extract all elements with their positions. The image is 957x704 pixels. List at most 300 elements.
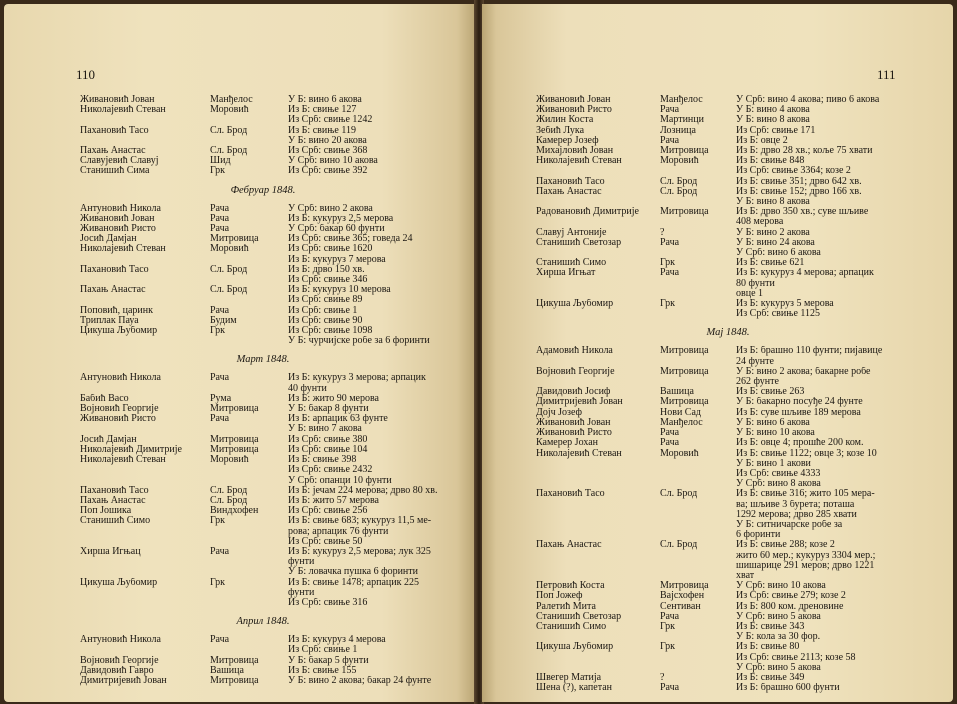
ledger-row: [80, 486, 446, 496]
place-name: Рача: [210, 546, 230, 557]
goods-entry: Из Б: свиње 152; дрво 166 хв.: [736, 186, 862, 197]
place-name: [660, 166, 736, 176]
ledger-row: [536, 479, 920, 489]
place-name: Шид: [210, 156, 231, 167]
ledger-row: [536, 663, 920, 673]
merchant-name: Живановић Ристо: [80, 414, 156, 425]
ledger-row: [536, 228, 920, 238]
merchant-name: Станишић Симо: [80, 516, 151, 527]
place-name: Рума: [210, 393, 232, 404]
ledger-row: [536, 489, 920, 499]
goods-entry: Из Б: кукуруз 4 мерова: [288, 635, 386, 646]
ledger-row: [536, 653, 920, 663]
place-name: [210, 476, 288, 486]
merchant-name: [536, 166, 660, 176]
goods-entry: Из Б: кукуруз 10 мерова: [288, 285, 391, 296]
place-name: Манђелос: [660, 95, 703, 105]
merchant-name: Живановић Јован: [536, 95, 611, 105]
ledger-row: [536, 299, 920, 309]
place-name: [660, 248, 736, 258]
ledger-row: [80, 676, 446, 686]
merchant-name: Јосић Дамјан: [80, 434, 137, 445]
merchant-name: Славујевић Славуј: [80, 156, 159, 167]
place-name: Сл. Брод: [660, 489, 698, 500]
merchant-name: Живановић Јован: [80, 95, 155, 105]
goods-entry: Из Б: свиње 848: [736, 156, 805, 167]
ledger-row: [536, 612, 920, 622]
place-name: [210, 527, 288, 537]
ledger-row: [80, 476, 446, 486]
merchant-name: [80, 115, 210, 125]
goods-entry: Из Срб: свиње 365; говеда 24: [288, 234, 413, 245]
goods-entry: Из Срб: свиње 316: [288, 597, 368, 608]
merchant-name: Николајевић Димитрије: [80, 444, 182, 455]
place-name: Сентиван: [660, 601, 701, 612]
merchant-name: [536, 279, 660, 289]
goods-entry: У Б: вино 2 акова; бакарне робе: [736, 366, 871, 377]
ledger-row: [536, 571, 920, 581]
ledger-row: [80, 465, 446, 475]
goods-entry: Из Срб: свиње 256: [288, 506, 368, 517]
merchant-name: [536, 377, 660, 387]
goods-entry: У Б: вино 4 акова: [736, 105, 810, 116]
place-name: [210, 136, 288, 146]
goods-entry: Из Срб: свиње 2113; козе 58: [736, 652, 856, 663]
goods-entry: У Б: вино 10 акова: [736, 428, 815, 439]
ledger-row: [80, 557, 446, 567]
merchant-name: [80, 336, 210, 346]
merchant-name: Хирша Игњац: [80, 546, 141, 557]
place-name: [660, 289, 736, 299]
ledger-row: [80, 214, 446, 224]
goods-entry: Из Срб: свиње 346: [288, 275, 368, 286]
goods-entry: Из Срб: свиње 368: [288, 146, 368, 157]
place-name: Вашица: [210, 665, 244, 676]
place-name: Рача: [210, 213, 230, 224]
goods-entry: У Б: бакар 5 фунти: [288, 655, 369, 666]
place-name: Рача: [210, 305, 230, 316]
place-name: Моровић: [660, 448, 699, 459]
ledger-row: [536, 520, 920, 530]
ledger-row: [80, 455, 446, 465]
goods-entry: У Срб: вино 10 акова: [736, 581, 826, 592]
place-name: Рача: [660, 438, 680, 449]
ledger-row: [536, 632, 920, 642]
ledger-row: [80, 567, 446, 577]
ledger-row: [536, 469, 920, 479]
place-name: Рача: [210, 224, 230, 235]
ledger-row: [536, 581, 920, 591]
goods-entry: Из Б: свиње 119: [288, 125, 357, 136]
ledger-row: [80, 265, 446, 275]
merchant-name: Пахановић Тасо: [536, 489, 605, 500]
place-name: Моровић: [210, 244, 249, 255]
goods-entry: Из Б: кукуруз 5 мерова: [736, 299, 834, 310]
merchant-name: [80, 465, 210, 475]
place-name: [660, 520, 736, 530]
merchant-name: [536, 571, 660, 581]
ledger-row: [80, 496, 446, 506]
merchant-name: Пахањ Анастас: [80, 495, 146, 506]
place-name: [660, 377, 736, 387]
place-name: Будим: [210, 315, 237, 326]
place-name: [660, 500, 736, 510]
place-name: Митровица: [660, 146, 709, 157]
spacer: [80, 177, 446, 185]
ledger-row: [536, 438, 920, 448]
ledger-row: [536, 279, 920, 289]
merchant-name: Триплак Пауа: [80, 315, 139, 326]
place-name: [210, 598, 288, 608]
place-name: Грк: [210, 577, 226, 588]
merchant-name: [536, 653, 660, 663]
place-name: Рача: [660, 105, 680, 116]
place-name: Рача: [660, 683, 680, 694]
spacer: [80, 365, 446, 373]
merchant-name: [80, 557, 210, 567]
place-name: [210, 384, 288, 394]
merchant-name: Радовановић Димитрије: [536, 207, 639, 218]
page-number: 111: [877, 67, 896, 82]
spacer: [80, 627, 446, 635]
ledger-row: [536, 177, 920, 187]
goods-entry: Из Б: арпацик 63 фунте: [288, 414, 388, 425]
place-name: [660, 653, 736, 663]
merchant-name: [536, 357, 660, 367]
merchant-name: Живановић Јован: [536, 417, 611, 428]
merchant-name: [80, 537, 210, 547]
ledger-row: [80, 578, 446, 588]
place-name: Сл. Брод: [660, 176, 698, 187]
right-page: [482, 4, 953, 702]
place-name: [660, 530, 736, 540]
place-name: Сл. Брод: [210, 285, 248, 296]
goods-entry: Из Б: свиње 263: [736, 387, 805, 398]
goods-entry: У Б: вино 7 акова: [288, 424, 362, 435]
ledger-row: [80, 306, 446, 316]
merchant-name: [80, 295, 210, 305]
merchant-name: Станишић Светозар: [536, 237, 622, 248]
goods-entry: Из Б: брашно 600 фунти: [736, 683, 840, 694]
merchant-name: Цикуша Љубомир: [80, 326, 158, 337]
ledger-row: [80, 445, 446, 455]
place-name: Вашица: [660, 387, 694, 398]
goods-entry: У Б: вино 6 акова: [736, 417, 810, 428]
place-name: Мартинци: [660, 115, 704, 126]
place-name: Митровица: [660, 581, 709, 592]
merchant-name: Николајевић Стеван: [80, 244, 166, 255]
ledger-row: [536, 540, 920, 550]
place-name: [660, 197, 736, 207]
goods-entry: У Б: вино 8 акова: [736, 197, 810, 208]
place-name: Грк: [660, 258, 676, 269]
place-name: Грк: [660, 299, 676, 310]
ledger-row: [80, 645, 446, 655]
merchant-name: Бабић Васо: [80, 393, 129, 404]
goods-entry: хват: [736, 570, 755, 581]
goods-entry: Из Срб: свиње 1125: [736, 309, 821, 320]
merchant-name: Давидовић Јосиф: [536, 387, 611, 398]
place-name: ?: [660, 227, 665, 238]
place-name: [210, 424, 288, 434]
merchant-name: [80, 567, 210, 577]
merchant-name: Живановић Ристо: [536, 105, 612, 116]
ledger-row: [80, 316, 446, 326]
merchant-name: Пахањ Анастас: [80, 146, 146, 157]
ledger-row: [80, 105, 446, 115]
merchant-name: [80, 255, 210, 265]
merchant-name: Цикуша Љубомир: [536, 299, 614, 310]
place-name: [210, 465, 288, 475]
ledger-row: [536, 673, 920, 683]
place-name: Сл. Брод: [660, 186, 698, 197]
place-name: Митровица: [210, 444, 259, 455]
place-name: Рача: [660, 268, 680, 279]
ledger-row: [80, 136, 446, 146]
goods-entry: Из Б: свиње 155: [288, 665, 357, 676]
merchant-name: [80, 424, 210, 434]
place-name: [660, 469, 736, 479]
ledger-row: [80, 204, 446, 214]
goods-entry: Из Б: свиње 621: [736, 258, 805, 269]
ledger-row: [536, 622, 920, 632]
goods-entry: Из Б: свиње 351; дрво 642 хв.: [736, 176, 862, 187]
ledger-row: [536, 500, 920, 510]
goods-entry: фунти: [288, 587, 315, 598]
place-name: [210, 537, 288, 547]
place-name: [210, 336, 288, 346]
ledger-row: [536, 146, 920, 156]
place-name: Митровица: [210, 655, 259, 666]
ledger-row: [536, 289, 920, 299]
merchant-name: Николајевић Стеван: [536, 156, 622, 167]
place-name: [660, 309, 736, 319]
merchant-name: Михајловић Јован: [536, 146, 614, 157]
merchant-name: Пахањ Анастас: [80, 285, 146, 296]
ledger-row: [80, 394, 446, 404]
goods-entry: Из Срб: свиње 1098: [288, 326, 373, 337]
place-name: Грк: [210, 326, 226, 337]
merchant-name: Швегер Матија: [536, 672, 602, 683]
ledger-row: [80, 224, 446, 234]
merchant-name: Давидовић Гавро: [80, 665, 154, 676]
ledger-row: [536, 591, 920, 601]
ledger-row: [80, 516, 446, 526]
merchant-name: Поповић, царинк: [80, 305, 153, 316]
merchant-name: Војновић Георгије: [536, 366, 615, 377]
goods-entry: Из Б: жито 57 мерова: [288, 495, 379, 506]
merchant-name: [536, 551, 660, 561]
goods-entry: Из Б: свиње 398: [288, 455, 357, 466]
goods-entry: Из Б: суве шљиве 189 мерова: [736, 407, 861, 418]
goods-entry: Из Б: свиње 316; жито 105 мера-: [736, 489, 875, 500]
goods-entry: Из Срб: свиње 89: [288, 295, 363, 306]
place-name: Рача: [660, 428, 680, 439]
goods-entry: Из Б: дрво 150 хв.: [288, 264, 365, 275]
ledger-row: [536, 397, 920, 407]
goods-entry: У Срб: бакар 60 фунти: [288, 224, 385, 235]
goods-entry: Из Б: кукуруз 7 мерова: [288, 254, 386, 265]
goods-entry: рова; арпацик 76 фунти: [288, 526, 389, 537]
place-name: [210, 645, 288, 655]
ledger-row: [536, 428, 920, 438]
goods-entry: 80 фунти: [736, 278, 775, 289]
place-name: Грк: [210, 166, 226, 177]
merchant-name: [80, 476, 210, 486]
place-name: [660, 217, 736, 227]
place-name: Лозница: [660, 125, 696, 136]
goods-entry: У Б: вино 6 акова: [288, 95, 362, 105]
merchant-name: Николајевић Стеван: [536, 448, 622, 459]
goods-entry: У Б: вино 2 акова: [736, 227, 810, 238]
place-name: [210, 588, 288, 598]
ledger-table: [80, 95, 446, 686]
place-name: Митровица: [210, 234, 259, 245]
ledger-row: [536, 346, 920, 356]
goods-entry: Из Срб: свиње 1242: [288, 115, 373, 126]
place-name: Сл. Брод: [210, 264, 248, 275]
merchant-name: Станишић Симо: [536, 258, 607, 269]
goods-entry: У Срб: вино 4 акова; пиво 6 акова: [736, 95, 880, 105]
place-name: Митровица: [660, 207, 709, 218]
ledger-row: [536, 268, 920, 278]
merchant-name: Војновић Георгије: [80, 655, 159, 666]
goods-entry: Из Б: овце 2: [736, 135, 788, 146]
place-name: [660, 510, 736, 520]
goods-entry: 1292 мерова; дрво 285 хвати: [736, 509, 857, 520]
place-name: Манђелос: [210, 95, 253, 105]
place-name: [210, 275, 288, 285]
goods-entry: У Б: вино 24 акова: [736, 237, 815, 248]
ledger-row: [536, 642, 920, 652]
goods-entry: У Б: кола за 30 фор.: [736, 632, 821, 643]
merchant-name: [536, 479, 660, 489]
place-name: [210, 295, 288, 305]
merchant-name: Антуновић Никола: [80, 203, 161, 214]
goods-entry: У Б: вино 2 акова; бакар 24 фунте: [288, 675, 432, 686]
goods-entry: Из Срб: свиње 380: [288, 434, 368, 445]
goods-entry: У Б: вино 20 акова: [288, 135, 367, 146]
ledger-row: [536, 95, 920, 105]
goods-entry: 40 фунти: [288, 383, 327, 394]
ledger-row: [80, 666, 446, 676]
place-name: Рача: [210, 203, 230, 214]
ledger-row: [80, 115, 446, 125]
place-name: [660, 663, 736, 673]
goods-entry: У Б: ловачка пушка 6 форинти: [288, 567, 418, 578]
month-heading: Мај 1848.: [706, 327, 750, 339]
ledger-row: [536, 309, 920, 319]
place-name: [210, 255, 288, 265]
merchant-name: Димитријевић Јован: [80, 675, 167, 686]
merchant-name: [536, 663, 660, 673]
merchant-name: Пахановић Тасо: [536, 176, 605, 187]
goods-entry: У Б: бакар 8 фунти: [288, 404, 369, 415]
merchant-name: Станишић Сима: [80, 166, 150, 177]
place-name: Митровица: [660, 346, 709, 357]
merchant-name: [536, 197, 660, 207]
ledger-row: [536, 459, 920, 469]
merchant-name: Хирша Игњат: [536, 268, 596, 279]
ledger-row: [80, 156, 446, 166]
goods-entry: Из Б: дрво 350 хв.; суве шљиве: [736, 207, 869, 218]
goods-entry: Из Срб: свиње 2432: [288, 465, 373, 476]
ledger-row: [536, 126, 920, 136]
merchant-name: [536, 217, 660, 227]
merchant-name: Поп Јожеф: [536, 591, 583, 602]
ledger-row: [536, 449, 920, 459]
ledger-row: [80, 547, 446, 557]
spacer: [536, 319, 920, 327]
place-name: Грк: [660, 621, 676, 632]
place-name: Рача: [660, 237, 680, 248]
spacer: [80, 346, 446, 354]
spacer: [536, 338, 920, 346]
place-name: Вајсхофен: [660, 591, 705, 602]
goods-entry: 6 форинти: [736, 530, 781, 541]
goods-entry: У Б: чурчијске робе за 6 форинти: [288, 336, 430, 347]
place-name: Сл. Брод: [660, 540, 698, 551]
place-name: Рача: [210, 635, 230, 646]
ledger-row: [536, 238, 920, 248]
ledger-row: [536, 156, 920, 166]
goods-entry: У Срб: вино 5 акова: [736, 611, 821, 622]
goods-entry: У Б: вино 8 акова: [736, 115, 810, 126]
goods-entry: овце 1: [736, 288, 764, 299]
ledger-row: [80, 506, 446, 516]
ledger-row: [536, 683, 920, 693]
merchant-name: Јосић Дамјан: [80, 234, 137, 245]
ledger-row: [80, 336, 446, 346]
merchant-name: Димитријевић Јован: [536, 397, 623, 408]
ledger-row: [80, 166, 446, 176]
merchant-name: [536, 632, 660, 642]
merchant-name: Николајевић Стеван: [80, 455, 166, 466]
place-name: Сл. Брод: [210, 485, 248, 496]
place-name: [210, 115, 288, 125]
goods-entry: Из Срб: свиње 392: [288, 166, 368, 177]
place-name: [660, 279, 736, 289]
merchant-name: Камерер Јохан: [536, 438, 598, 449]
place-name: Рача: [210, 373, 230, 384]
merchant-name: [536, 561, 660, 571]
goods-entry: Из Срб: свиње 171: [736, 125, 816, 136]
ledger-row: [80, 635, 446, 645]
ledger-row: [80, 295, 446, 305]
ledger-row: [80, 588, 446, 598]
goods-entry: Из Б: кукуруз 3 мерова; арпацик: [288, 373, 426, 384]
merchant-name: [80, 598, 210, 608]
page-number: 110: [76, 67, 96, 82]
left-page: [4, 4, 476, 702]
ledger-row: [536, 197, 920, 207]
ledger-row: [536, 530, 920, 540]
goods-entry: Из Срб: свиње 1: [288, 305, 358, 316]
ledger-table: [536, 95, 920, 693]
ledger-row: [536, 510, 920, 520]
merchant-name: Пахановић Тасо: [80, 264, 149, 275]
ledger-row: [80, 244, 446, 254]
ledger-row: [80, 527, 446, 537]
ledger-row: [536, 115, 920, 125]
goods-entry: Из Б: овце 4; прошће 200 ком.: [736, 438, 864, 449]
merchant-name: Цикуша Љубомир: [536, 642, 614, 653]
place-name: Митровица: [660, 397, 709, 408]
goods-entry: Из Б: кукуруз 2,5 мерова: [288, 213, 394, 224]
ledger-row: [536, 602, 920, 612]
merchant-name: Адамовић Никола: [536, 346, 613, 357]
merchant-name: [536, 520, 660, 530]
